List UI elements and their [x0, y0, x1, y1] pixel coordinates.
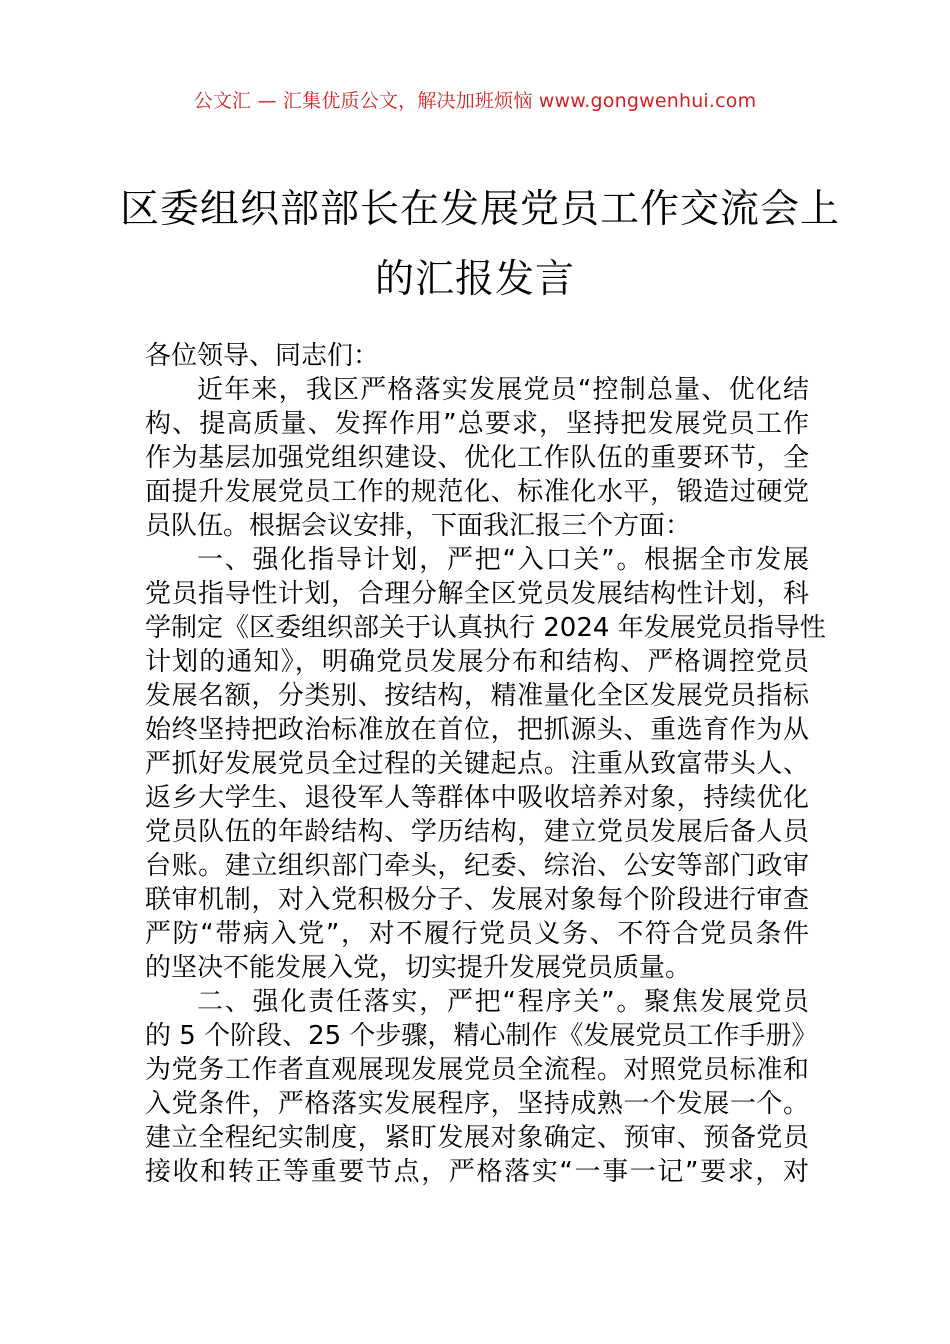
text-line: 构、提高质量、发挥作用”总要求，坚持把发展党员工作 — [145, 409, 809, 439]
text-line: 二、强化责任落实，严把“程序关”。聚焦发展党员 — [197, 987, 809, 1017]
text-line: 入党条件，严格落实发展程序，坚持成熟一个发展一个。 — [145, 1089, 809, 1119]
site-banner: 公文汇 — 汇集优质公文，解决加班烦恼 www.gongwenhui.com — [193, 90, 757, 112]
document-body — [145, 339, 826, 1189]
paragraph-section-one — [145, 543, 826, 985]
text-line: 建立全程纪实制度，紧盯发展对象确定、预审、预备党员 — [145, 1123, 809, 1153]
text-line: 接收和转正等重要节点，严格落实“一事一记”要求，对 — [145, 1157, 809, 1187]
text-line: 党员指导性计划，合理分解全区党员发展结构性计划，科 — [145, 579, 809, 609]
document-title-line-2: 的汇报发言 — [374, 257, 575, 302]
salutation: 各位领导、同志们： — [145, 341, 380, 371]
text-line: 发展名额，分类别、按结构，精准量化全区发展党员指标 — [145, 681, 809, 711]
text-line: 联审机制，对入党积极分子、发展对象每个阶段进行审查 — [145, 885, 809, 915]
text-line: 学制定《区委组织部关于认真执行 2024 年发展党员指导性 — [145, 613, 826, 643]
text-line: 员队伍。根据会议安排，下面我汇报三个方面： — [145, 511, 692, 541]
paragraph-intro — [145, 373, 809, 543]
text-line: 党员队伍的年龄结构、学历结构，建立党员发展后备人员 — [145, 817, 809, 847]
paragraph-section-two — [145, 985, 818, 1189]
document-title-line-1: 区委组织部部长在发展党员工作交流会上 — [120, 187, 841, 232]
text-line: 严抓好发展党员全过程的关键起点。注重从致富带头人、 — [145, 749, 809, 779]
text-line: 严防“带病入党”，对不履行党员义务、不符合党员条件 — [145, 919, 809, 949]
text-line: 计划的通知》，明确党员发展分布和结构、严格调控党员 — [145, 647, 809, 677]
text-line: 面提升发展党员工作的规范化、标准化水平，锻造过硬党 — [145, 477, 809, 507]
text-line: 作为基层加强党组织建设、优化工作队伍的重要环节，全 — [145, 443, 809, 473]
text-line: 始终坚持把政治标准放在首位，把抓源头、重选育作为从 — [145, 715, 809, 745]
text-line: 近年来，我区严格落实发展党员“控制总量、优化结 — [197, 375, 809, 405]
text-line: 的 5 个阶段、25 个步骤，精心制作《发展党员工作手册》 — [145, 1021, 818, 1051]
text-line: 返乡大学生、退役军人等群体中吸收培养对象，持续优化 — [145, 783, 809, 813]
text-line: 的坚决不能发展入党，切实提升发展党员质量。 — [145, 953, 692, 983]
text-line: 一、强化指导计划，严把“入口关”。根据全市发展 — [197, 545, 809, 575]
text-line: 为党务工作者直观展现发展党员全流程。对照党员标准和 — [145, 1055, 809, 1085]
text-line: 台账。建立组织部门牵头，纪委、综治、公安等部门政审 — [145, 851, 809, 881]
